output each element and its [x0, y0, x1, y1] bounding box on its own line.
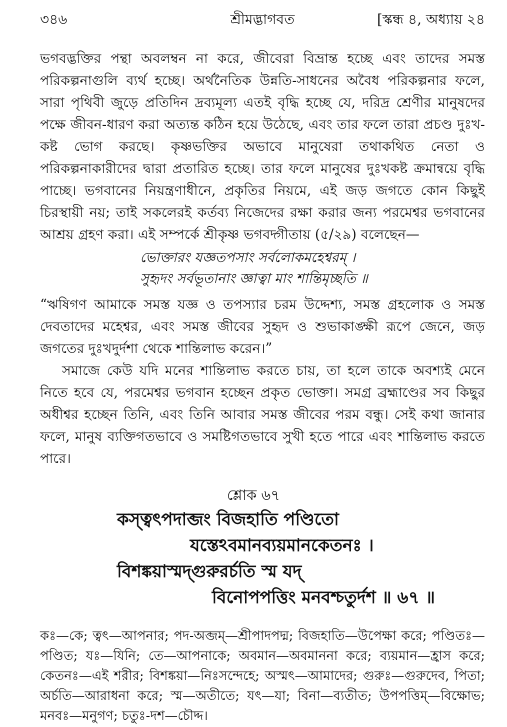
sloka-heading: শ্লোক ৬৭	[226, 488, 281, 504]
paragraph-1: ভগবদ্ভক্তির পন্থা অবলম্বন না করে, জীবেরা বিভ্রান্ত হচ্ছে এবং তাদের সমস্ত পরিকল্পনাগুলি ব্যর্থ হচ্ছে। অর্থনৈতিক উন্নতি-সাধনের অবৈধ পরিকল্পনার ফলে, সারা পৃথিবী জুড়ে প্রতিদিন দ্রব্যমূল্য এতই বৃদ্ধি হচ্ছে যে, দরিদ্র শ্রেণীর মানুষদের পক্ষে জীবন-ধারণ করা অত্যন্ত কঠিন হয়ে উঠেছে, এবং তার ফলে তারা প্রচণ্ড দুঃখ-কষ্ট ভোগ করছে। কৃষ্ণভক্তির অভাবে মানুষেরা তথাকথিত নেতা ও পরিকল্পনাকারীদের দ্বারা প্রতারিত হচ্ছে। তার ফলে মানুষের দুঃখকষ্ট ক্রমান্বয়ে বৃদ্ধি পাচ্ছে। ভগবানের নিয়ন্ত্রণাধীনে, প্রকৃতির নিয়মে, এই জড় জগতে কোন কিছুই চিরস্থায়ী নয়; তাই সকলেরই কর্তব্য নিজেদের রক্ষা করার জন্য পরমেশ্বর ভগবানের আশ্রয় গ্রহণ করা। এই সম্পর্কে শ্রীকৃষ্ণ ভগবদ্গীতায় (৫/২৯) বলেছেন—	[40, 51, 485, 243]
sloka-line-4: বিনোপপত্তিং মনবশ্চতুর্দশ ॥ ৬৭ ॥	[212, 588, 435, 608]
gita-verse	[140, 248, 485, 290]
sloka-line-1: কস্ত্বৎপদাব্জং বিজহাতি পণ্ডিতো	[117, 510, 339, 530]
page-number: ৩৪৬	[40, 12, 68, 28]
paragraph-2: সমাজে কেউ যদি মনের শান্তিলাভ করতে চায়, তা হলে তাকে অবশ্যই মেনে নিতে হবে যে, পরমেশ্বর ভগবান হচ্ছেন প্রকৃত ভোক্তা। সমগ্র ব্রহ্মাণ্ডের সব কিছুর অধীশ্বর হচ্ছেন তিনি, এবং তিনি আবার সমস্ত জীবের পরম বন্ধু। সেই কথা জানার ফলে, মানুষ ব্যক্তিগতভাবে ও সমষ্টিগতভাবে সুখী হতে পারে এবং শান্তিলাভ করতে পারে।	[40, 363, 485, 467]
word-meanings: কঃ—কে; ত্বৎ—আপনার; পদ-অব্জম্—শ্রীপাদপদ্ম; বিজহাতি—উপেক্ষা করে; পণ্ডিতঃ—পণ্ডিত; যঃ—যিনি; তে—আপনাকে; অবমান—অবমাননা করে; ব্যয়মান—হ্রাস করে; কেতনঃ—এই শরীর; বিশঙ্কয়া—নিঃসন্দেহে; অস্মৎ—আমাদের; গুরুঃ—গুরুদেব, পিতা; অর্চতি—আরাধনা করে; স্ম—অতীতে; যৎ—যা; বিনা—ব্যতীত; উপপত্তিম্—বিক্ষোভ; মনবঃ—মনুগণ; চতুঃ-দশ—চৌদ্দ।	[40, 629, 485, 724]
verse-line-1: ভোক্তারং যজ্ঞতপসাং সর্বলোকমহেশ্বরম্ ।	[140, 250, 356, 266]
page-header	[40, 8, 485, 28]
verse-translation-quote: “ঋষিগণ আমাকে সমস্ত যজ্ঞ ও তপস্যার চরম উদ্দেশ্য, সমস্ত গ্রহলোক ও সমস্ত দেবতাদের মহেশ্বর, এবং সমস্ত জীবের সুহৃদ ও শুভাকাঙ্ক্ষী রূপে জেনে, জড় জগতের দুঃখদুর্দশা থেকে শান্তিলাভ করেন।”	[40, 297, 485, 357]
purport-text	[40, 48, 485, 470]
verse-line-2: সুহৃদং সর্বভূতানাং জ্ঞাত্বা মাং শান্তিমৃচ্ছতি ॥	[140, 271, 368, 287]
book-title: শ্রীমদ্ভাগবত	[230, 12, 295, 28]
sloka-line-3: বিশঙ্কয়াস্মদ্গুরুরর্চতি স্ম যদ্	[117, 562, 302, 582]
chapter-reference: [স্কন্ধ ৪, অধ্যায় ২৪	[376, 12, 485, 28]
sloka-line-2: যস্তেঽবমানব্যয়মানকেতনঃ ।	[190, 536, 374, 556]
